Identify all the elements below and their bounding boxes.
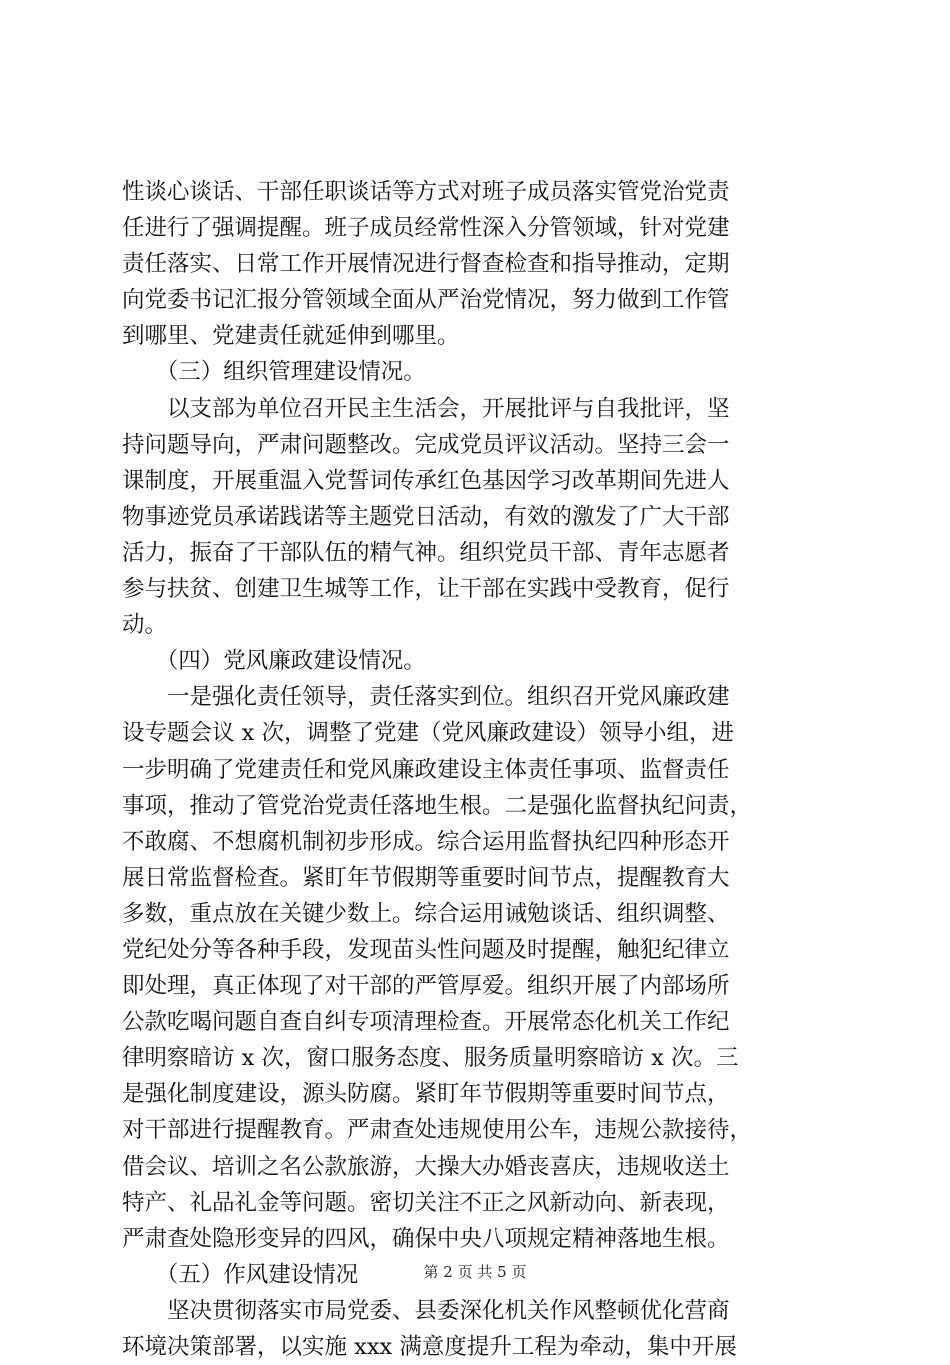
text-line: 特产、礼品礼金等问题。密切关注不正之风新动向、新表现，: [122, 1189, 730, 1216]
page-footer: [0, 1262, 950, 1282]
text-line: 事项，推动了管党治党责任落地生根。二是强化监督执纪问责，: [122, 792, 753, 819]
text-line: 多数，重点放在关键少数上。综合运用诫勉谈话、组织调整、: [122, 900, 730, 927]
text-line: 动。: [122, 612, 168, 639]
text-line: 向党委书记汇报分管领域全面从严治党情况，努力做到工作管: [122, 287, 730, 314]
section-heading: （四）党风廉政建设情况。: [122, 648, 426, 675]
section-heading: （五）作风建设情况: [122, 1261, 359, 1288]
text-line: 以支部为单位召开民主生活会，开展批评与自我批评，坚: [122, 395, 730, 422]
text-line: 展日常监督检查。紧盯年节假期等重要时间节点，提醒教育大: [122, 864, 730, 891]
text-line: 任进行了强调提醒。班子成员经常性深入分管领域，针对党建: [122, 215, 730, 242]
text-line: 物事迹党员承诺践诺等主题党日活动，有效的激发了广大干部: [122, 503, 730, 530]
text-line: 环境决策部署，以实施 xxx 满意度提升工程为牵动，集中开展: [122, 1334, 737, 1360]
text-line: 性谈心谈话、干部任职谈话等方式对班子成员落实管党治党责: [122, 179, 730, 205]
text-line: 课制度，开展重温入党誓词传承红色基因学习改革期间先进人: [122, 467, 730, 494]
text-line: 律明察暗访 x 次，窗口服务态度、服务质量明察暗访 x 次。三: [122, 1045, 739, 1072]
text-line: 坚决贯彻落实市局党委、县委深化机关作风整顿优化营商: [122, 1297, 730, 1324]
text-line: 设专题会议 x 次，调整了党建（党风廉政建设）领导小组，进: [122, 720, 734, 747]
text-line: 公款吃喝问题自查自纠专项清理检查。开展常态化机关工作纪: [122, 1009, 730, 1036]
text-line: 党纪处分等各种手段，发现苗头性问题及时提醒，触犯纪律立: [122, 936, 730, 963]
page-number-label: 第 2 页 共 5 页: [423, 1263, 527, 1281]
text-line: 一是强化责任领导，责任落实到位。组织召开党风廉政建: [122, 684, 730, 711]
text-line: 严肃查处隐形变异的四风，确保中央八项规定精神落地生根。: [122, 1225, 730, 1252]
text-line: 持问题导向，严肃问题整改。完成党员评议活动。坚持三会一: [122, 431, 730, 458]
text-line: 一步明确了党建责任和党风廉政建设主体责任事项、监督责任: [122, 756, 730, 783]
text-line: 活力，振奋了干部队伍的精气神。组织党员干部、青年志愿者: [122, 539, 730, 566]
text-line: 参与扶贫、创建卫生城等工作，让干部在实践中受教育，促行: [122, 576, 730, 603]
text-line: 对干部进行提醒教育。严肃查处违规使用公车，违规公款接待，: [122, 1117, 753, 1144]
body-text: [122, 174, 834, 1365]
text-line: 到哪里、党建责任就延伸到哪里。: [122, 323, 460, 350]
text-line: 借会议、培训之名公款旅游，大操大办婚丧喜庆，违规收送土: [122, 1153, 730, 1180]
text-line: 即处理，真正体现了对干部的严管厚爱。组织开展了内部场所: [122, 973, 730, 1000]
text-line: 是强化制度建设，源头防腐。紧盯年节假期等重要时间节点，: [122, 1081, 730, 1108]
text-line: 责任落实、日常工作开展情况进行督查检查和指导推动，定期: [122, 251, 730, 278]
text-line: 不敢腐、不想腐机制初步形成。综合运用监督执纪四种形态开: [122, 828, 730, 855]
section-heading: （三）组织管理建设情况。: [122, 359, 426, 386]
